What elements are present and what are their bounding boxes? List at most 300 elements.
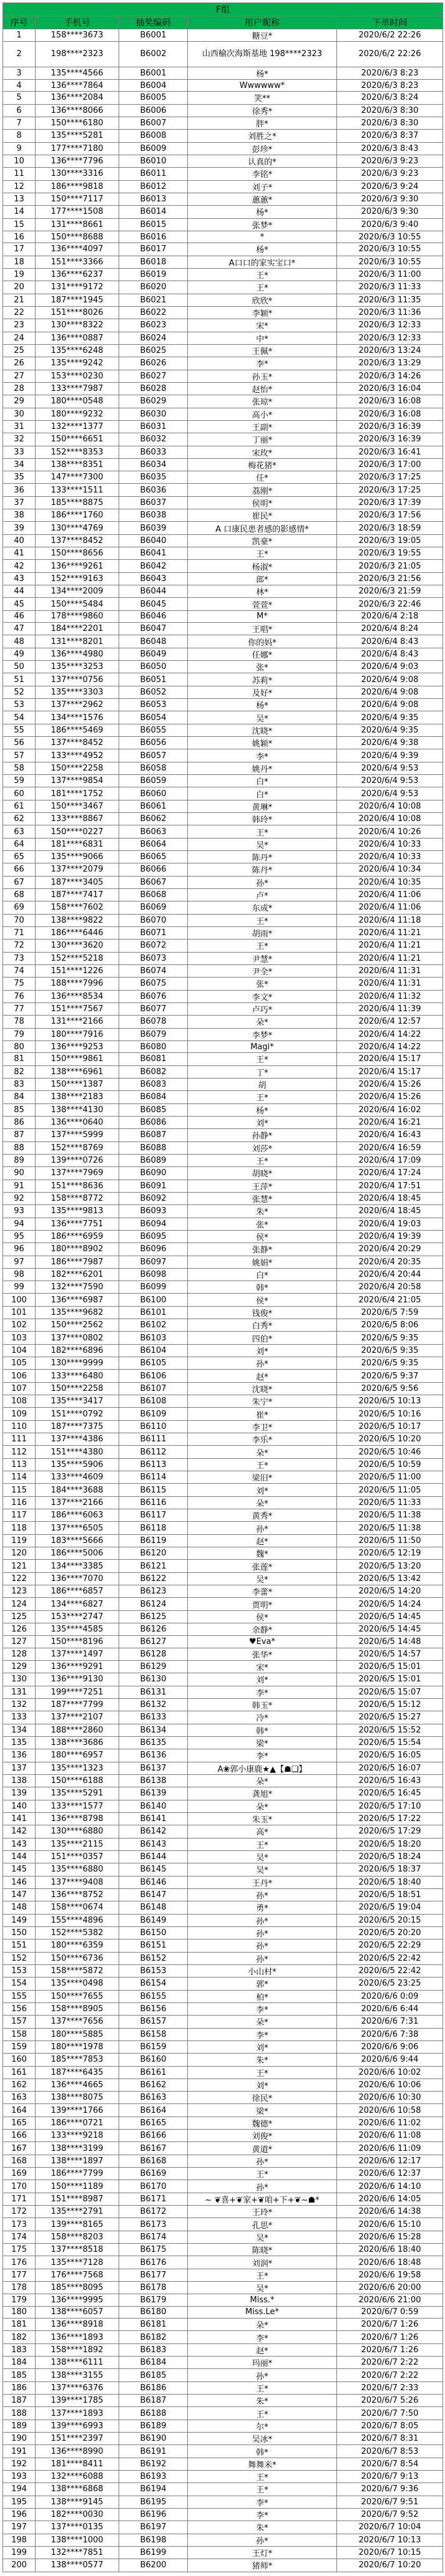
cell-order-time: 2020/6/4 10:35: [337, 876, 443, 888]
cell-index: 100: [3, 1294, 36, 1306]
cell-index: 143: [3, 1838, 36, 1850]
cell-code: B6199: [119, 2546, 188, 2559]
cell-index: 14: [3, 206, 36, 218]
cell-index: 76: [3, 990, 36, 1002]
cell-nickname: *: [188, 231, 337, 243]
cell-phone: 133****4609: [36, 1471, 119, 1484]
table-row: [3, 1825, 443, 1838]
cell-phone: 136****1893: [36, 2331, 119, 2343]
cell-code: B6169: [119, 2168, 188, 2180]
cell-index: 142: [3, 1825, 36, 1838]
cell-phone: 150****3467: [36, 800, 119, 812]
cell-nickname: 孙静*: [188, 1129, 337, 1141]
cell-order-time: 2020/6/4 21:05: [337, 1294, 443, 1306]
cell-phone: 139****0726: [36, 1154, 119, 1166]
cell-index: 79: [3, 1028, 36, 1040]
cell-code: B6073: [119, 952, 188, 964]
table-row: [3, 724, 443, 736]
cell-phone: 136****2084: [36, 92, 119, 104]
cell-phone: 182****6896: [36, 1344, 119, 1357]
cell-nickname: 王*: [188, 1091, 337, 1103]
cell-phone: 135****5291: [36, 1787, 119, 1800]
cell-code: B6034: [119, 458, 188, 471]
cell-code: B6068: [119, 888, 188, 901]
cell-nickname: 赵*: [188, 1370, 337, 1382]
table-row: [3, 1256, 443, 1268]
table-row: [3, 1408, 443, 1420]
cell-nickname: 王丹*: [188, 1876, 337, 1888]
cell-code: B6120: [119, 1547, 188, 1560]
cell-index: 24: [3, 332, 36, 344]
table-row: [3, 1065, 443, 1078]
cell-index: 160: [3, 2054, 36, 2066]
cell-order-time: 2020/6/5 10:46: [337, 1446, 443, 1458]
cell-phone: 158****5872: [36, 1964, 119, 1977]
cell-nickname: 朱玉*: [188, 1812, 337, 1825]
cell-code: B6064: [119, 838, 188, 850]
table-row: [3, 2282, 443, 2294]
cell-code: B6015: [119, 218, 188, 231]
cell-code: B6192: [119, 2458, 188, 2470]
cell-code: B6038: [119, 509, 188, 522]
cell-nickname: M*: [188, 610, 337, 622]
cell-order-time: 2020/6/3 8:24: [337, 92, 443, 104]
cell-order-time: 2020/6/4 11:18: [337, 914, 443, 926]
cell-code: B6111: [119, 1433, 188, 1446]
cell-index: 1: [3, 29, 36, 42]
cell-code: B6054: [119, 711, 188, 724]
cell-code: B6087: [119, 1129, 188, 1141]
cell-phone: 136****6987: [36, 1294, 119, 1306]
table-row: [3, 104, 443, 117]
table-row: [3, 1876, 443, 1888]
cell-nickname: 李*: [188, 1749, 337, 1762]
table-row: [3, 851, 443, 863]
cell-index: 175: [3, 2244, 36, 2256]
cell-code: B6156: [119, 2002, 188, 2015]
table-row: [3, 1458, 443, 1471]
cell-code: B6011: [119, 168, 188, 180]
cell-nickname: 梁*: [188, 2104, 337, 2117]
cell-order-time: 2020/6/3 8:43: [337, 142, 443, 155]
cell-index: 83: [3, 1078, 36, 1090]
cell-nickname: 王*: [188, 2483, 337, 2496]
table-row: [3, 2559, 443, 2572]
cell-phone: 180****6957: [36, 1749, 119, 1762]
table-row: [3, 2142, 443, 2155]
cell-code: B6044: [119, 585, 188, 598]
cell-phone: 131****8201: [36, 635, 119, 648]
table-row: [3, 2445, 443, 2458]
cell-order-time: 2020/6/3 8:37: [337, 130, 443, 142]
cell-phone: 137****7969: [36, 1167, 119, 1180]
cell-code: B6114: [119, 1471, 188, 1484]
cell-nickname: 孙*: [188, 1914, 337, 1926]
cell-nickname: 吴*: [188, 1850, 337, 1863]
cell-index: 85: [3, 1103, 36, 1116]
cell-index: 66: [3, 863, 36, 876]
cell-index: 109: [3, 1408, 36, 1420]
cell-index: 185: [3, 2369, 36, 2381]
table-row: [3, 990, 443, 1002]
table-row: [3, 1268, 443, 1281]
cell-phone: 132****6088: [36, 2471, 119, 2483]
cell-phone: 151****0357: [36, 1850, 119, 1863]
cell-nickname: 徐民*: [188, 2092, 337, 2104]
cell-index: 167: [3, 2142, 36, 2155]
cell-index: 111: [3, 1433, 36, 1446]
cell-order-time: 2020/6/4 16:21: [337, 1116, 443, 1128]
cell-index: 22: [3, 306, 36, 319]
table-row: [3, 585, 443, 598]
cell-code: B6077: [119, 1002, 188, 1015]
cell-code: B6026: [119, 357, 188, 370]
table-row: [3, 2420, 443, 2432]
cell-index: 8: [3, 130, 36, 142]
table-row: [3, 2407, 443, 2420]
table-row: [3, 2231, 443, 2243]
cell-nickname: 朱*: [188, 2054, 337, 2066]
table-row: [3, 1116, 443, 1128]
cell-index: 110: [3, 1420, 36, 1433]
cell-index: 198: [3, 2534, 36, 2546]
cell-index: 57: [3, 749, 36, 762]
cell-index: 199: [3, 2546, 36, 2559]
table-row: [3, 1141, 443, 1154]
cell-order-time: 2020/6/7 2:22: [337, 2369, 443, 2381]
cell-code: B6080: [119, 1040, 188, 1052]
cell-code: B6145: [119, 1863, 188, 1876]
cell-nickname: 王*: [188, 268, 337, 281]
cell-code: B6010: [119, 155, 188, 167]
cell-phone: 138****1897: [36, 2155, 119, 2167]
table-row: [3, 1939, 443, 1952]
cell-code: B6116: [119, 1496, 188, 1509]
cell-order-time: 2020/6/4 11:31: [337, 964, 443, 977]
cell-code: B6048: [119, 635, 188, 648]
cell-index: 188: [3, 2407, 36, 2420]
cell-phone: 136****9130: [36, 1673, 119, 1686]
table-row: [3, 1888, 443, 1901]
cell-index: 46: [3, 610, 36, 622]
cell-code: B6018: [119, 256, 188, 268]
cell-phone: 137****5999: [36, 1129, 119, 1141]
cell-code: B6056: [119, 737, 188, 749]
table-row: [3, 1901, 443, 1914]
cell-index: 64: [3, 838, 36, 850]
cell-index: 108: [3, 1395, 36, 1408]
cell-index: 140: [3, 1800, 36, 1812]
cell-nickname: 笑**: [188, 92, 337, 104]
cell-order-time: 2020/6/7 9:52: [337, 2508, 443, 2521]
cell-order-time: 2020/6/4 15:17: [337, 1053, 443, 1065]
table-row: [3, 2104, 443, 2117]
cell-code: B6071: [119, 926, 188, 939]
cell-index: 12: [3, 180, 36, 193]
cell-phone: 198****2323: [36, 42, 119, 67]
cell-phone: 137****2079: [36, 863, 119, 876]
table-row: [3, 978, 443, 990]
cell-phone: 150****6180: [36, 117, 119, 129]
table-row: [3, 2028, 443, 2040]
cell-phone: 181****8411: [36, 2458, 119, 2470]
table-row: [3, 2066, 443, 2079]
cell-code: B6105: [119, 1357, 188, 1370]
cell-code: B6159: [119, 2040, 188, 2053]
table-row: [3, 117, 443, 129]
cell-order-time: 2020/6/5 10:16: [337, 1408, 443, 1420]
cell-order-time: 2020/6/7 8:53: [337, 2445, 443, 2458]
cell-nickname: 朱*: [188, 2521, 337, 2534]
cell-code: B6198: [119, 2534, 188, 2546]
cell-index: 77: [3, 1002, 36, 1015]
cell-phone: 135****2115: [36, 1838, 119, 1850]
table-row: [3, 496, 443, 509]
cell-order-time: 2020/6/3 21:05: [337, 560, 443, 572]
table-row: [3, 1673, 443, 1686]
cell-code: B6109: [119, 1408, 188, 1420]
cell-code: B6014: [119, 206, 188, 218]
cell-index: 129: [3, 1661, 36, 1673]
cell-phone: 158****3673: [36, 29, 119, 42]
cell-nickname: 杨*: [188, 243, 337, 256]
cell-nickname: 梁*: [188, 1736, 337, 1749]
cell-index: 162: [3, 2079, 36, 2091]
cell-phone: 150****8196: [36, 1636, 119, 1648]
cell-nickname: 吴*: [188, 1863, 337, 1876]
table-row: [3, 319, 443, 332]
cell-phone: 135****7128: [36, 2256, 119, 2269]
cell-order-time: 2020/6/3 9:30: [337, 206, 443, 218]
cell-nickname: 徐秀*: [188, 104, 337, 117]
cell-nickname: 王*: [188, 281, 337, 294]
cell-phone: 133****7987: [36, 382, 119, 395]
table-row: [3, 800, 443, 812]
cell-nickname: 杨*: [188, 699, 337, 711]
cell-order-time: 2020/6/4 10:08: [337, 813, 443, 825]
cell-code: B6097: [119, 1256, 188, 1268]
cell-nickname: 韩*: [188, 1724, 337, 1736]
table-row: [3, 2534, 443, 2546]
cell-order-time: 2020/6/5 15:01: [337, 1661, 443, 1673]
cell-phone: 188****2860: [36, 1724, 119, 1736]
cell-phone: 152****8353: [36, 446, 119, 458]
cell-nickname: 侯*: [188, 1294, 337, 1306]
cell-nickname: 尔*: [188, 2420, 337, 2432]
table-row: [3, 2381, 443, 2394]
cell-order-time: 2020/6/7 5:26: [337, 2395, 443, 2407]
cell-phone: 184****2201: [36, 623, 119, 635]
table-row: [3, 218, 443, 231]
cell-code: B6132: [119, 1698, 188, 1711]
table-row: [3, 888, 443, 901]
cell-phone: 138****9822: [36, 914, 119, 926]
cell-order-time: 2020/6/7 8:31: [337, 2433, 443, 2445]
cell-order-time: 2020/6/3 16:04: [337, 382, 443, 395]
table-row: [3, 2269, 443, 2281]
cell-nickname: 王*: [188, 1154, 337, 1166]
cell-nickname: 韩*: [188, 2445, 337, 2458]
cell-nickname: 欣欣*: [188, 294, 337, 306]
cell-order-time: 2020/6/6 11:09: [337, 2142, 443, 2155]
cell-code: B6086: [119, 1116, 188, 1128]
cell-nickname: 孙*: [188, 1939, 337, 1952]
cell-index: 42: [3, 560, 36, 572]
cell-order-time: 2020/6/4 11:06: [337, 901, 443, 914]
cell-phone: 180****6359: [36, 1939, 119, 1952]
cell-phone: 138****3199: [36, 2142, 119, 2155]
cell-phone: 152****5218: [36, 952, 119, 964]
table-row: [3, 863, 443, 876]
table-row: [3, 2343, 443, 2356]
cell-order-time: 2020/6/6 6:44: [337, 2002, 443, 2015]
cell-order-time: 2020/6/5 18:40: [337, 1876, 443, 1888]
cell-order-time: 2020/6/6 14:38: [337, 2206, 443, 2218]
cell-phone: 150****7655: [36, 1990, 119, 2002]
cell-code: B6001: [119, 67, 188, 79]
table-row: [3, 1572, 443, 1585]
cell-nickname: 王萍*: [188, 1180, 337, 1192]
cell-nickname: 魏德*: [188, 2117, 337, 2129]
cell-index: 99: [3, 1281, 36, 1294]
cell-code: B6089: [119, 1154, 188, 1166]
table-row: [3, 1230, 443, 1242]
table-row: [3, 29, 443, 42]
table-row: [3, 1926, 443, 1939]
cell-code: B6006: [119, 104, 188, 117]
cell-index: 177: [3, 2269, 36, 2281]
cell-index: 115: [3, 1484, 36, 1496]
table-row: [3, 2218, 443, 2231]
cell-order-time: 2020/6/3 14:26: [337, 370, 443, 382]
cell-nickname: 朵*: [188, 1800, 337, 1812]
cell-code: B6200: [119, 2559, 188, 2572]
cell-phone: 186****9818: [36, 180, 119, 193]
cell-code: B6186: [119, 2381, 188, 2394]
cell-phone: 135****9242: [36, 357, 119, 370]
cell-index: 91: [3, 1180, 36, 1192]
table-row: [3, 2079, 443, 2091]
cell-phone: 150****2258: [36, 762, 119, 774]
cell-phone: 136****7070: [36, 1572, 119, 1585]
cell-order-time: 2020/6/3 9:23: [337, 168, 443, 180]
cell-nickname: 沈晓*: [188, 724, 337, 736]
table-row: [3, 243, 443, 256]
table-row: [3, 1091, 443, 1103]
cell-index: 173: [3, 2218, 36, 2231]
cell-nickname: 刘*: [188, 2079, 337, 2091]
cell-phone: 182****0030: [36, 2508, 119, 2521]
cell-index: 7: [3, 117, 36, 129]
cell-code: B6052: [119, 686, 188, 698]
cell-phone: 135****4585: [36, 1623, 119, 1636]
cell-order-time: 2020/6/6 0:09: [337, 1990, 443, 2002]
table-row: [3, 130, 443, 142]
cell-phone: 137****9854: [36, 775, 119, 787]
cell-phone: 138****1000: [36, 2534, 119, 2546]
cell-index: 72: [3, 940, 36, 952]
cell-code: B6084: [119, 1091, 188, 1103]
cell-code: B6134: [119, 1724, 188, 1736]
cell-nickname: 朱*: [188, 2395, 337, 2407]
cell-index: 78: [3, 1016, 36, 1028]
table-row: [3, 598, 443, 610]
table-row: [3, 92, 443, 104]
cell-nickname: 胖*: [188, 117, 337, 129]
cell-index: 45: [3, 598, 36, 610]
cell-phone: 151****1226: [36, 964, 119, 977]
cell-order-time: 2020/6/4 16:02: [337, 1103, 443, 1116]
cell-nickname: 白秀*: [188, 1319, 337, 1332]
cell-code: B6029: [119, 395, 188, 408]
cell-phone: 185****7853: [36, 2054, 119, 2066]
table-row: [3, 1952, 443, 1964]
cell-phone: 186****5006: [36, 1547, 119, 1560]
cell-code: B6062: [119, 813, 188, 825]
cell-phone: 176****7568: [36, 2269, 119, 2281]
cell-code: B6033: [119, 446, 188, 458]
cell-index: 88: [3, 1141, 36, 1154]
cell-phone: 135****6248: [36, 344, 119, 357]
cell-phone: 186****6446: [36, 926, 119, 939]
table-row: [3, 1787, 443, 1800]
table-row: [3, 268, 443, 281]
cell-order-time: 2020/6/5 18:51: [337, 1888, 443, 1901]
cell-index: 125: [3, 1610, 36, 1623]
cell-index: 189: [3, 2420, 36, 2432]
cell-index: 127: [3, 1636, 36, 1648]
cell-index: 74: [3, 964, 36, 977]
cell-order-time: 2020/6/4 11:31: [337, 978, 443, 990]
cell-order-time: 2020/6/4 18:45: [337, 1192, 443, 1204]
cell-order-time: 2020/6/6 14:05: [337, 2193, 443, 2205]
cell-nickname: 黄琳*: [188, 800, 337, 812]
cell-order-time: 2020/6/5 16:43: [337, 1774, 443, 1787]
cell-index: 183: [3, 2343, 36, 2356]
table-row: [3, 534, 443, 547]
cell-index: 97: [3, 1256, 36, 1268]
cell-phone: 186****7799: [36, 2168, 119, 2180]
cell-code: B6174: [119, 2231, 188, 2243]
table-row: [3, 2521, 443, 2534]
cell-order-time: 2020/6/4 10:26: [337, 825, 443, 838]
cell-nickname: 贾明*: [188, 1598, 337, 1610]
cell-nickname: 孙玉*: [188, 370, 337, 382]
cell-order-time: 2020/6/3 17:00: [337, 458, 443, 471]
cell-phone: 136****7796: [36, 155, 119, 167]
cell-nickname: 高小*: [188, 408, 337, 420]
table-row: [3, 2369, 443, 2381]
cell-index: 21: [3, 294, 36, 306]
table-row: [3, 1192, 443, 1204]
cell-nickname: 吴*: [188, 1572, 337, 1585]
cell-nickname: 冷*: [188, 1711, 337, 1724]
cell-index: 70: [3, 914, 36, 926]
cell-code: B6032: [119, 433, 188, 446]
cell-phone: 150****2562: [36, 1319, 119, 1332]
cell-order-time: 2020/6/5 11:05: [337, 1484, 443, 1496]
cell-code: B6058: [119, 762, 188, 774]
table-row: [3, 1420, 443, 1433]
cell-code: B6025: [119, 344, 188, 357]
cell-code: B6017: [119, 243, 188, 256]
cell-code: B6163: [119, 2092, 188, 2104]
cell-index: 180: [3, 2306, 36, 2318]
cell-order-time: 2020/6/4 9:39: [337, 749, 443, 762]
cell-order-time: 2020/6/3 13:29: [337, 357, 443, 370]
cell-code: B6027: [119, 370, 188, 382]
table-row: [3, 1598, 443, 1610]
